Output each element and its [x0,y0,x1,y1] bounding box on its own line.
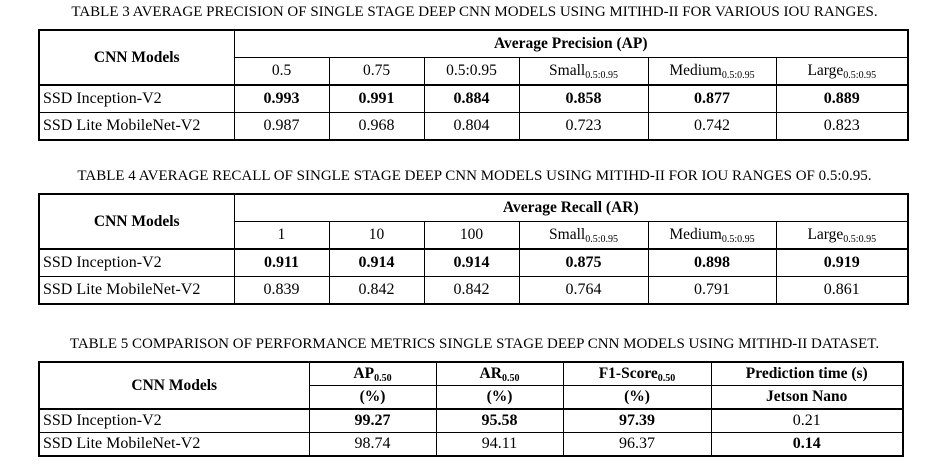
iou-label: 0.75 [362,62,391,79]
table4 [38,193,909,305]
metric-value-cell: 0.987 [234,113,329,141]
iou-label: Large [807,226,844,243]
iou-subscript: 0.5:0.95 [843,70,877,81]
iou-col-header [424,58,519,86]
ap-group-header: Average Precision (AP) [234,30,908,58]
metric-value-cell: 0.991 [329,85,424,113]
metric-value-cell: 0.919 [776,249,908,277]
metric-value-cell: 0.21 [711,409,903,433]
table3-row-ssd-lite-mobilenet-v2 [39,113,908,141]
metric-value-cell: 97.39 [563,409,711,433]
ar-group-header: Average Recall (AR) [234,194,908,222]
iou-subscript: 0.5:0.95 [721,234,755,245]
unit-header-cell: (%) [563,386,711,410]
metric-value-cell: 96.37 [563,433,711,457]
table5-header-row-1 [39,362,903,386]
jetson-nano-header: Jetson Nano [711,386,903,410]
unit-header-cell: (%) [436,386,563,410]
iou-col-header [519,58,648,86]
metric-value-cell: 0.898 [648,249,776,277]
metric-value-cell: 0.742 [648,113,776,141]
iou-label: Medium [669,62,722,79]
metric-value-cell: 0.823 [776,113,908,141]
iou-label: Small [549,62,586,79]
metric-value-cell: 0.875 [519,249,648,277]
model-name-cell: SSD Inception-V2 [39,249,234,277]
table5-caption: TABLE 5 COMPARISON OF PERFORMANCE METRICS SINGLE STAGE DEEP CNN MODELS USING MITIHD-II DATASET. [69,336,880,352]
iou-col-header [234,58,329,86]
model-name-cell: SSD Lite MobileNet-V2 [39,113,234,141]
metric-value-cell: 0.914 [329,249,424,277]
metric-value-cell: 0.914 [424,249,519,277]
metric-subscript: 0.50 [501,373,520,384]
iou-subscript: 0.5:0.95 [843,234,877,245]
iou-label: 0.5:0.95 [446,62,497,79]
metric-subscript: 0.50 [657,373,676,384]
metric-label: AP [353,365,375,382]
table5-row-ssd-inception-v2 [39,409,903,433]
f1-score-metric-header [563,362,711,386]
metric-label: Prediction time (s) [745,365,868,382]
iou-col-header [329,58,424,86]
iou-label: 100 [459,226,484,243]
ap-metric-header [309,362,436,386]
model-name-cell: SSD Inception-V2 [39,85,234,113]
metric-value-cell: 98.74 [309,433,436,457]
cnn-models-header: CNN Models [39,362,309,409]
metric-subscript: 0.50 [374,373,392,384]
iou-label: Small [549,226,586,243]
prediction-time-header [711,362,903,386]
metric-value-cell: 0.839 [234,277,329,305]
iou-col-header [648,58,776,86]
metric-value-cell: 94.11 [436,433,563,457]
table5-row-ssd-lite-mobilenet-v2 [39,433,903,457]
metric-value-cell: 0.993 [234,85,329,113]
unit-header-cell: (%) [309,386,436,410]
iou-label: 0.5 [271,62,292,79]
cnn-models-header: CNN Models [39,194,234,249]
metric-value-cell: 0.968 [329,113,424,141]
table4-row-ssd-inception-v2 [39,249,908,277]
metric-value-cell: 0.723 [519,113,648,141]
model-name-cell: SSD Lite MobileNet-V2 [39,433,309,457]
metric-value-cell: 0.842 [424,277,519,305]
iou-label: 1 [277,226,286,243]
metric-value-cell: 0.764 [519,277,648,305]
iou-subscript: 0.5:0.95 [585,234,618,245]
iou-label: 10 [368,226,385,243]
metric-value-cell: 0.884 [424,85,519,113]
table4-row-ssd-lite-mobilenet-v2 [39,277,908,305]
ar-metric-header [436,362,563,386]
iou-col-header [776,58,908,86]
metric-value-cell: 99.27 [309,409,436,433]
cnn-models-header: CNN Models [39,30,234,85]
iou-col-header [329,222,424,250]
metric-label: AR [479,365,502,382]
metric-value-cell: 0.911 [234,249,329,277]
table3-row-ssd-inception-v2 [39,85,908,113]
model-name-cell: SSD Inception-V2 [39,409,309,433]
metric-value-cell: 0.14 [711,433,903,457]
metric-value-cell: 0.804 [424,113,519,141]
iou-col-header [648,222,776,250]
table3-header-row-1 [39,30,908,58]
table4-caption: TABLE 4 AVERAGE RECALL OF SINGLE STAGE DEEP CNN MODELS USING MITIHD-II FOR IOU RANGES OF 0.5:0.95. [77,168,872,184]
metric-value-cell: 0.889 [776,85,908,113]
metric-value-cell: 0.842 [329,277,424,305]
iou-col-header [234,222,329,250]
metric-value-cell: 0.791 [648,277,776,305]
table5 [38,361,904,457]
metric-label: F1-Score [598,365,658,382]
table3-caption: TABLE 3 AVERAGE PRECISION OF SINGLE STAGE DEEP CNN MODELS USING MITIHD-II FOR VARIOUS IOU RANGES. [71,4,878,20]
metric-value-cell: 0.861 [776,277,908,305]
iou-col-header [424,222,519,250]
metric-value-cell: 95.58 [436,409,563,433]
iou-label: Medium [669,226,722,243]
iou-col-header [776,222,908,250]
model-name-cell: SSD Lite MobileNet-V2 [39,277,234,305]
metric-value-cell: 0.858 [519,85,648,113]
table3 [38,29,909,141]
table4-header-row-1 [39,194,908,222]
iou-subscript: 0.5:0.95 [721,70,755,81]
iou-col-header [519,222,648,250]
iou-label: Large [807,62,844,79]
iou-subscript: 0.5:0.95 [585,70,618,81]
metric-value-cell: 0.877 [648,85,776,113]
